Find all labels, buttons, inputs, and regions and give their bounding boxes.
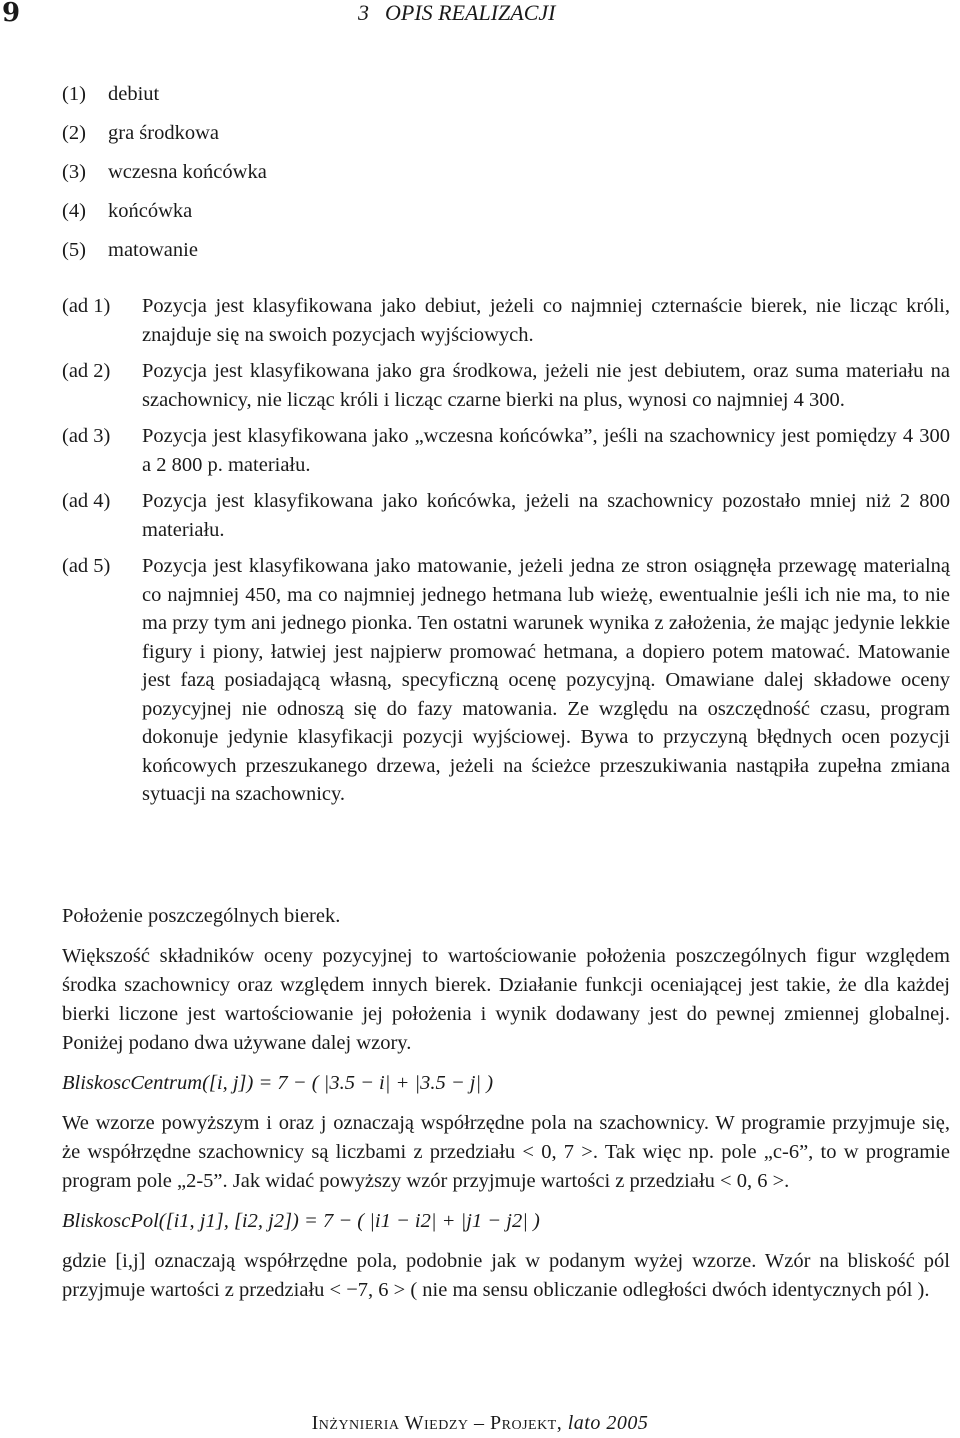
paragraph: gdzie [i,j] oznaczają współrzędne pola, podobnie jak w podanym wyżej wzorze. Wzór na bliskość pól przyjmuje wartości z przedziału < −7, 6 > ( nie ma sensu obliczanie odległości dwóch identycznych pól ). bbox=[62, 1250, 950, 1301]
footer-project: Projekt, bbox=[490, 1412, 563, 1434]
footer-dash: – bbox=[474, 1412, 485, 1434]
page-header bbox=[0, 0, 960, 30]
phase-item bbox=[62, 119, 267, 158]
subheading: Położenie poszczególnych bierek. bbox=[62, 905, 341, 927]
formula-field-proximity: BliskoscPol([i1, j1], [i2, j2]) = 7 − ( |i1 − i2| + |j1 − j2| ) bbox=[62, 1210, 540, 1232]
phase-list bbox=[62, 80, 267, 275]
phase-number: (3) bbox=[62, 161, 86, 183]
phase-item bbox=[62, 197, 267, 236]
definition-text: Pozycja jest klasyfikowana jako debiut, jeżeli co najmniej czternaście bierek, nie licząc króli, znajduje się na swoich pozycjach wyjściowych. bbox=[142, 295, 950, 346]
phase-item bbox=[62, 80, 267, 119]
definition-item bbox=[62, 357, 950, 414]
paragraph: We wzorze powyższym i oraz j oznaczają współrzędne pola na szachownicy. W programie przyjmuje się, że współrzędne szachownicy są liczbami z przedziału < 0, 7 >. Tak więc np. pole „c-6”, to w programie program pole „2-5”. Jak widać powyższy wzór przyjmuje wartości z przedziału < 0, 6 >. bbox=[62, 1112, 950, 1192]
definition-item bbox=[62, 292, 950, 349]
definition-label: (ad 2) bbox=[62, 360, 111, 382]
definition-label: (ad 5) bbox=[62, 555, 111, 577]
phase-label: debiut bbox=[108, 83, 160, 105]
section-title: OPIS REALIZACJI bbox=[385, 0, 556, 25]
section-number: 3 bbox=[358, 0, 369, 25]
main-text bbox=[62, 902, 950, 1316]
definition-item bbox=[62, 422, 950, 479]
phase-number: (2) bbox=[62, 122, 86, 144]
phase-item bbox=[62, 158, 267, 197]
footer-term: lato 2005 bbox=[567, 1412, 649, 1434]
phase-number: (4) bbox=[62, 200, 86, 222]
page-footer bbox=[0, 1412, 960, 1435]
definition-item bbox=[62, 552, 950, 809]
phase-number: (5) bbox=[62, 239, 86, 261]
phase-label: końcówka bbox=[108, 200, 193, 222]
definition-label: (ad 3) bbox=[62, 425, 111, 447]
definition-label: (ad 1) bbox=[62, 295, 111, 317]
definition-label: (ad 4) bbox=[62, 490, 111, 512]
definition-text: Pozycja jest klasyfikowana jako gra środkowa, jeżeli nie jest debiutem, oraz suma materiału na szachownicy, nie licząc króli i licząc czarne bierki na plus, wynosi co najmniej 4 300. bbox=[142, 360, 950, 411]
definition-text: Pozycja jest klasyfikowana jako „wczesna końcówka”, jeśli na szachownicy jest pomiędzy 4 300 a 2 800 p. materiału. bbox=[142, 425, 950, 476]
paragraph: Większość składników oceny pozycyjnej to wartościowanie położenia poszczególnych figur względem środka szachownicy oraz względem innych bierek. Działanie funkcji oceniającej jest takie, że dla każdej bierki liczone jest wartościowanie jej położenia i wynik dodawany jest do pewnej zmiennej globalnej. Poniżej podano dwa używane dalej wzory. bbox=[62, 945, 950, 1054]
definition-text: Pozycja jest klasyfikowana jako matowanie, jeżeli jedna ze stron osiągnęła przewagę materialną co najmniej 450, ma co najmniej jednego hetmana lub wieżę, ewentualnie jeśli ich nie ma, to nie ma przy tym ani jednego pionka. Ten ostatni warunek wynika z założenia, że mając jedynie lekkie figury i piony, łatwiej jest najpierw promować hetmana, a dopiero potem matować. Matowanie jest fazą posiadającą własną, specyficzną ocenę pozycyjną. Omawiane dalej składowe oceny pozycyjnej nie odnoszą się do fazy matowania. Ze względu na oszczędność czasu, program dokonuje jedynie klasyfikacji pozycji wyjściowej. Bywa to przyczyną błędnych ocen pozycji końcowych przeszukanego drzewa, jeżeli na ścieżce przeszukiwania nastąpiła zupełna zmiana sytuacji na szachownicy. bbox=[142, 555, 950, 805]
footer-course: Inżynieria Wiedzy bbox=[311, 1412, 469, 1434]
phase-item bbox=[62, 236, 267, 275]
page-number: 9 bbox=[2, 0, 21, 28]
formula-centre-proximity: BliskoscCentrum([i, j]) = 7 − ( |3.5 − i| + |3.5 − j| ) bbox=[62, 1072, 494, 1094]
phase-definitions bbox=[62, 292, 950, 817]
phase-label: matowanie bbox=[108, 239, 198, 261]
phase-number: (1) bbox=[62, 83, 86, 105]
phase-label: gra środkowa bbox=[108, 122, 220, 144]
definition-text: Pozycja jest klasyfikowana jako końcówka, jeżeli na szachownicy pozostało mniej niż 2 800 materiału. bbox=[142, 490, 950, 541]
definition-item bbox=[62, 487, 950, 544]
running-head bbox=[358, 0, 571, 26]
phase-label: wczesna końcówka bbox=[108, 161, 267, 183]
